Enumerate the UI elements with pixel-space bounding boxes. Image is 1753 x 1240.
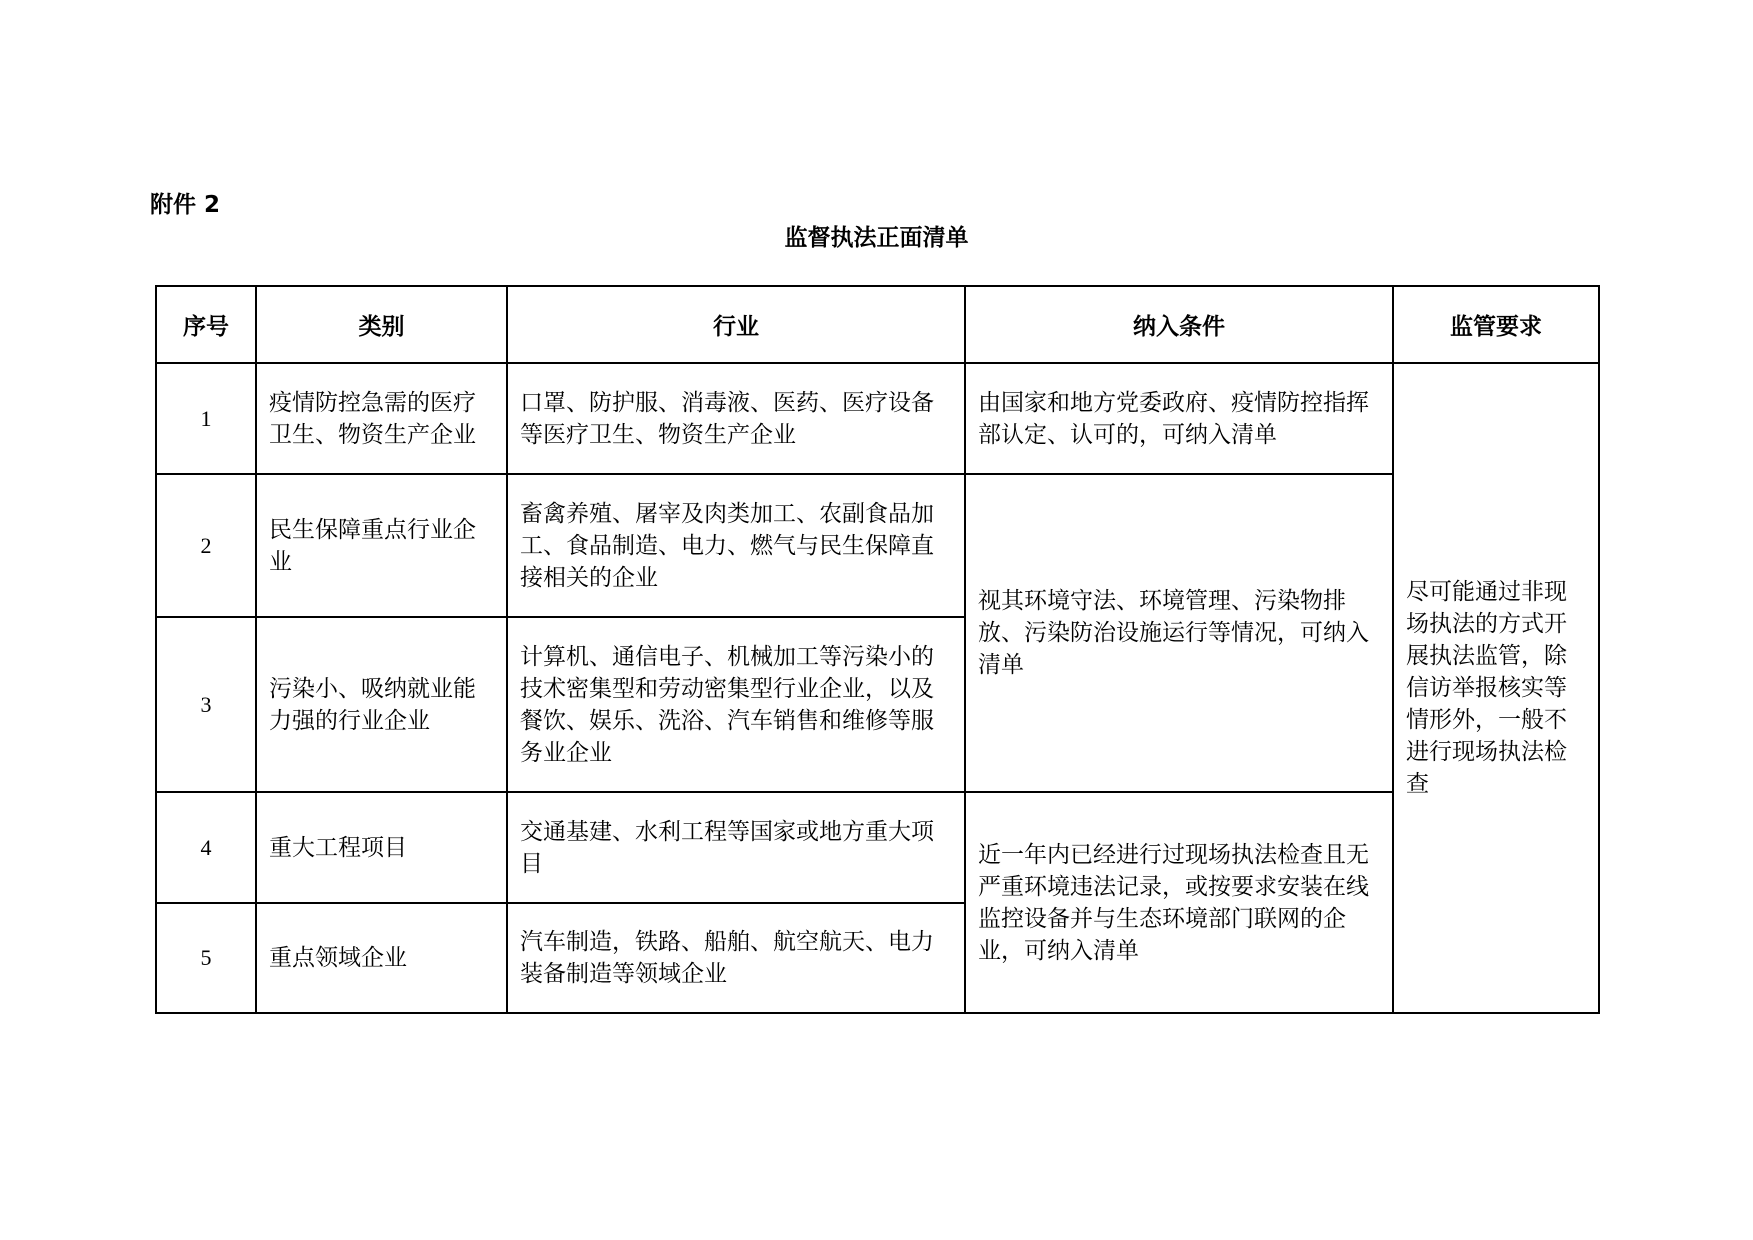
- row-industry: 计算机、通信电子、机械加工等污染小的技术密集型和劳动密集型行业企业，以及餐饮、娱乐、洗浴、汽车销售和维修等服务业企业: [507, 617, 965, 792]
- row-category: 疫情防控急需的医疗卫生、物资生产企业: [256, 363, 507, 474]
- row-seq: 2: [156, 474, 256, 617]
- row-criteria: 由国家和地方党委政府、疫情防控指挥部认定、认可的，可纳入清单: [965, 363, 1393, 474]
- row-industry: 汽车制造，铁路、船舶、航空航天、电力装备制造等领域企业: [507, 903, 965, 1013]
- positive-list-table: [155, 285, 1600, 1014]
- table-header-row: [156, 286, 1599, 363]
- header-seq: 序号: [156, 286, 256, 363]
- header-requirement: 监管要求: [1393, 286, 1599, 363]
- row-criteria: 近一年内已经进行过现场执法检查且无严重环境违法记录，或按要求安装在线监控设备并与生态环境部门联网的企业，可纳入清单: [965, 792, 1393, 1013]
- row-seq: 3: [156, 617, 256, 792]
- header-industry: 行业: [507, 286, 965, 363]
- row-industry: 畜禽养殖、屠宰及肉类加工、农副食品加工、食品制造、电力、燃气与民生保障直接相关的企业: [507, 474, 965, 617]
- row-category: 民生保障重点行业企业: [256, 474, 507, 617]
- attachment-label: 附件 2: [150, 192, 221, 218]
- row-seq: 1: [156, 363, 256, 474]
- table-row: [156, 363, 1599, 474]
- row-industry: 口罩、防护服、消毒液、医药、医疗设备等医疗卫生、物资生产企业: [507, 363, 965, 474]
- table-row: [156, 474, 1599, 617]
- row-criteria: 视其环境守法、环境管理、污染物排放、污染防治设施运行等情况，可纳入清单: [965, 474, 1393, 792]
- row-seq: 5: [156, 903, 256, 1013]
- header-criteria: 纳入条件: [965, 286, 1393, 363]
- row-seq: 4: [156, 792, 256, 903]
- row-category: 重点领域企业: [256, 903, 507, 1013]
- row-category: 重大工程项目: [256, 792, 507, 903]
- row-category: 污染小、吸纳就业能力强的行业企业: [256, 617, 507, 792]
- table-row: [156, 792, 1599, 903]
- supervision-requirement: 尽可能通过非现场执法的方式开展执法监管，除信访举报核实等情形外，一般不进行现场执法检查: [1393, 363, 1599, 1013]
- document-title: 监督执法正面清单: [784, 225, 969, 251]
- row-industry: 交通基建、水利工程等国家或地方重大项目: [507, 792, 965, 903]
- header-category: 类别: [256, 286, 507, 363]
